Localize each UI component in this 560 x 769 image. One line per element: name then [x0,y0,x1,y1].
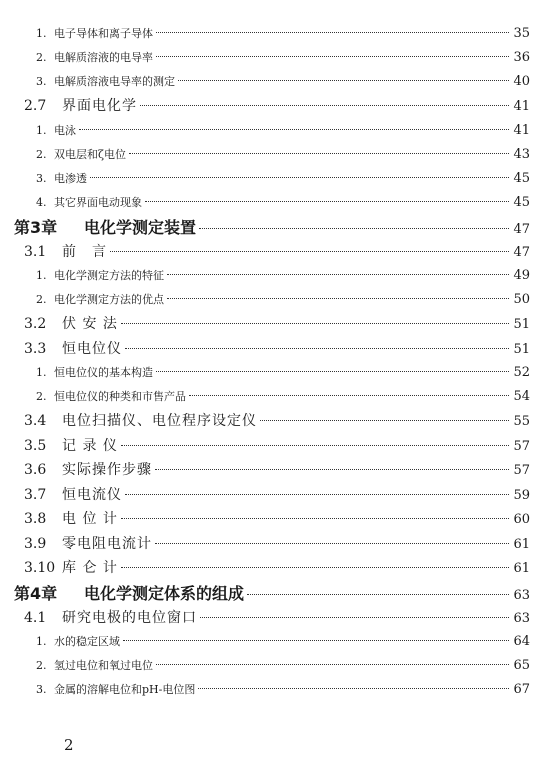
section-title: 记 录 仪 [62,437,118,454]
toc-entry [14,46,530,70]
toc-section [14,606,530,631]
section-number: 2.7 [24,98,47,114]
entry-page: 61 [513,561,530,576]
entry-page: 51 [513,317,530,332]
dot-leader [121,518,509,519]
entry-page: 64 [513,634,530,649]
toc-section [14,94,530,119]
section-title: 前 言 [62,243,107,260]
entry-title: 电化学测定方法的优点 [54,293,164,306]
entry-page: 43 [513,146,530,162]
entry-page: 41 [513,122,530,138]
dot-leader [121,445,509,446]
entry-page: 49 [513,268,530,283]
section-title: 伏 安 法 [62,316,118,332]
entry-number: 2. [36,390,47,403]
toc-entry [14,119,530,143]
entry-page: 67 [513,682,530,697]
section-number: 3.2 [24,316,47,332]
entry-title: 电解质溶液的电导率 [54,51,153,64]
entry-number: 1. [36,635,47,648]
toc-section [14,337,530,362]
section-title: 界面电化学 [62,98,137,114]
dot-leader [260,420,509,421]
section-title: 库 仑 计 [62,560,118,576]
dot-leader [79,129,509,130]
entry-number: 1. [36,366,47,379]
dot-leader [156,664,509,665]
entry-page: 60 [513,512,530,527]
entry-number: 3. [36,171,47,185]
section-title: 研究电极的电位窗口 [62,609,197,626]
entry-page: 54 [513,389,530,404]
entry-number: 4. [36,195,47,209]
toc-section [14,483,530,508]
toc-entry [14,22,530,46]
entry-number: 2. [36,659,47,672]
entry-page: 63 [513,587,530,603]
entry-title: 水的稳定区域 [54,635,120,648]
section-title: 实际操作步骤 [62,462,152,478]
section-number: 3.10 [24,560,56,576]
entry-title: 金属的溶解电位和pH-电位图 [54,683,196,696]
entry-title: 电渗透 [54,171,87,185]
toc-entry [14,191,530,215]
toc-entry [14,361,530,385]
dot-leader [156,56,509,57]
chapter-number: 第4章 [14,583,58,603]
entry-page: 35 [513,26,530,41]
entry-number: 1. [36,123,47,137]
entry-page: 61 [513,536,530,552]
toc-chapter [14,215,530,240]
entry-title: 电子导体和离子导体 [54,27,153,40]
dot-leader [167,298,509,299]
toc-section [14,312,530,337]
toc-entry [14,70,530,94]
entry-page: 41 [513,99,530,114]
toc-entry [14,143,530,167]
table-of-contents [14,22,530,702]
entry-page: 45 [513,194,530,210]
entry-page: 52 [513,365,530,380]
section-number: 3.6 [24,462,47,478]
entry-page: 55 [513,414,530,429]
dot-leader [199,228,509,229]
entry-page: 51 [513,341,530,357]
dot-leader [123,640,509,641]
entry-title: 恒电位仪的基本构造 [54,366,153,379]
toc-entry [14,288,530,312]
toc-section [14,458,530,483]
toc-section [14,532,530,557]
entry-page: 57 [513,438,530,454]
entry-page: 59 [513,487,530,503]
section-number: 3.8 [24,511,47,527]
entry-number: 2. [36,293,47,306]
toc-section [14,556,530,581]
dot-leader [140,105,509,106]
chapter-title: 电化学测定装置 [84,217,197,237]
dot-leader [129,153,509,154]
entry-number: 3. [36,683,47,696]
toc-section [14,240,530,265]
dot-leader [156,32,509,33]
dot-leader [125,348,509,349]
section-number: 3.7 [24,486,47,503]
entry-page: 57 [513,463,530,478]
toc-entry [14,264,530,288]
dot-leader [121,567,509,568]
entry-page: 47 [513,221,530,237]
section-number: 3.9 [24,535,47,552]
dot-leader [198,688,509,689]
toc-entry [14,167,530,191]
chapter-number: 第3章 [14,217,58,237]
dot-leader [155,469,509,470]
toc-section [14,409,530,434]
entry-page: 65 [513,658,530,673]
entry-page: 36 [513,50,530,65]
entry-page: 50 [513,292,530,307]
toc-section [14,434,530,459]
dot-leader [125,494,509,495]
entry-title: 恒电位仪的种类和市售产品 [54,390,186,403]
entry-number: 1. [36,269,47,282]
toc-entry [14,654,530,678]
entry-title: 电化学测定方法的特征 [54,269,164,282]
section-number: 3.5 [24,437,47,454]
section-title: 恒电流仪 [62,486,122,503]
page-number: 2 [64,736,74,754]
toc-entry [14,630,530,654]
entry-title: 电泳 [54,123,76,137]
dot-leader [167,274,509,275]
entry-page: 45 [513,170,530,186]
entry-number: 2. [36,51,47,64]
dot-leader [90,177,509,178]
entry-number: 3. [36,75,47,88]
chapter-title: 电化学测定体系的组成 [84,583,245,603]
dot-leader [247,594,509,595]
toc-entry [14,678,530,702]
entry-page: 63 [513,610,530,626]
entry-page: 47 [513,244,530,260]
section-number: 4.1 [24,609,47,626]
dot-leader [200,617,509,618]
entry-number: 2. [36,147,47,161]
dot-leader [145,201,509,202]
toc-chapter [14,581,530,606]
section-number: 3.1 [24,243,47,260]
section-number: 3.3 [24,340,47,357]
dot-leader [155,543,509,544]
dot-leader [178,80,509,81]
dot-leader [110,251,509,252]
section-number: 3.4 [24,413,47,429]
toc-section [14,507,530,532]
dot-leader [121,323,509,324]
dot-leader [156,371,509,372]
entry-number: 1. [36,27,47,40]
section-title: 恒电位仪 [62,340,122,357]
section-title: 零电阻电流计 [62,535,152,552]
toc-entry [14,385,530,409]
section-title: 电位扫描仪、电位程序设定仪 [62,413,257,429]
entry-title: 双电层和ζ电位 [54,147,126,161]
section-title: 电 位 计 [62,511,118,527]
entry-title: 氢过电位和氧过电位 [54,659,153,672]
entry-page: 40 [513,74,530,89]
entry-title: 其它界面电动现象 [54,195,142,209]
entry-title: 电解质溶液电导率的测定 [54,75,175,88]
dot-leader [189,395,509,396]
